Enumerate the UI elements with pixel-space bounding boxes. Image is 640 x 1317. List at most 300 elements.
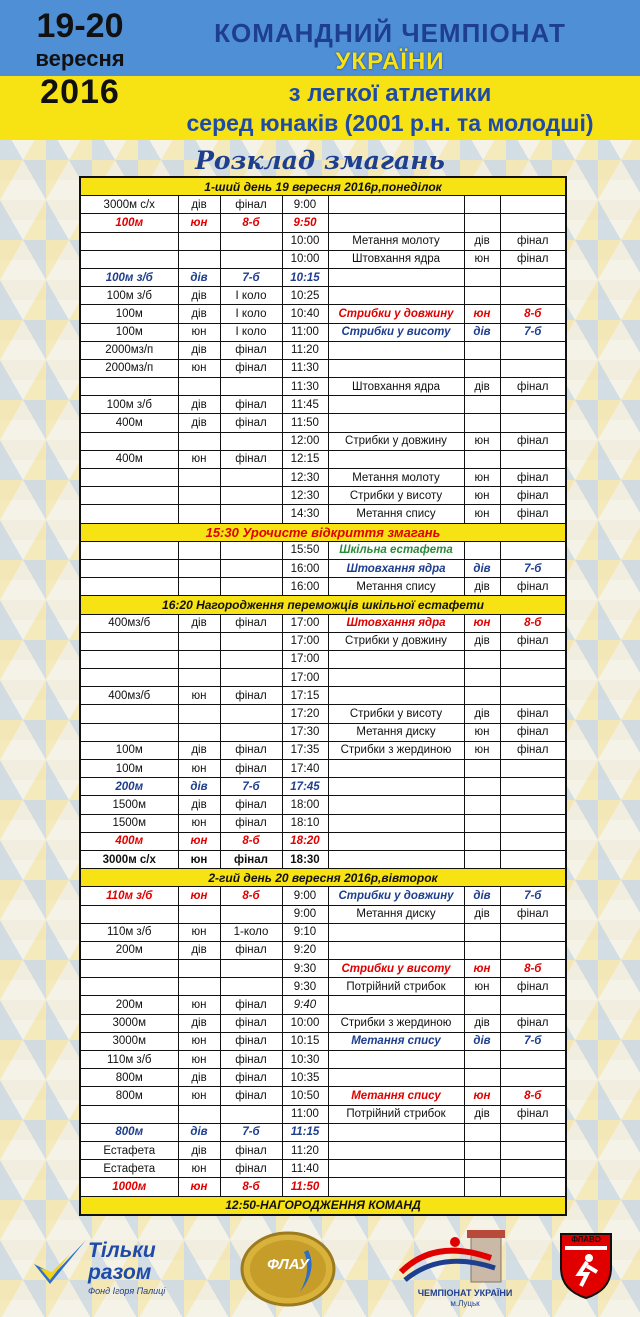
- schedule-row: [80, 996, 566, 1014]
- field-gender-cell: дів: [464, 232, 500, 250]
- field-round-cell: фінал: [500, 469, 566, 487]
- field-gender-cell: [464, 1141, 500, 1159]
- section-header-row: [80, 523, 566, 541]
- schedule-row: [80, 1051, 566, 1069]
- title-line-4: серед юнаків (2001 р.н. та молодші): [186, 110, 594, 136]
- field-gender-cell: [464, 287, 500, 305]
- field-event-cell: [328, 414, 464, 432]
- round-cell: фінал: [220, 1014, 282, 1032]
- date-month: вересня: [35, 46, 125, 71]
- field-gender-cell: [464, 359, 500, 377]
- field-round-cell: [500, 796, 566, 814]
- gender-cell: дів: [178, 778, 220, 796]
- gender-cell: [178, 505, 220, 523]
- schedule-row: [80, 359, 566, 377]
- round-cell: 7-б: [220, 268, 282, 286]
- schedule-row: [80, 1032, 566, 1050]
- event-cell: [80, 905, 178, 923]
- gender-cell: [178, 905, 220, 923]
- event-cell: [80, 469, 178, 487]
- field-round-cell: 8-б: [500, 614, 566, 632]
- field-event-cell: Стрибки у висоту: [328, 323, 464, 341]
- time-cell: 17:00: [282, 650, 328, 668]
- field-round-cell: 8-б: [500, 305, 566, 323]
- flavo-text: ФЛАВО: [571, 1235, 601, 1244]
- field-gender-cell: [464, 941, 500, 959]
- schedule-row: [80, 305, 566, 323]
- event-cell: Естафета: [80, 1141, 178, 1159]
- field-event-cell: [328, 941, 464, 959]
- gender-cell: [178, 541, 220, 559]
- field-event-cell: Метання диску: [328, 723, 464, 741]
- gender-cell: [178, 632, 220, 650]
- field-event-cell: [328, 341, 464, 359]
- event-cell: 100м: [80, 214, 178, 232]
- field-round-cell: фінал: [500, 378, 566, 396]
- field-gender-cell: дів: [464, 559, 500, 577]
- field-event-cell: Потрійний стрибок: [328, 1105, 464, 1123]
- round-cell: [220, 541, 282, 559]
- gender-cell: дів: [178, 396, 220, 414]
- round-cell: [220, 905, 282, 923]
- field-round-cell: [500, 541, 566, 559]
- field-round-cell: фінал: [500, 741, 566, 759]
- field-round-cell: [500, 687, 566, 705]
- event-cell: 110м з/б: [80, 923, 178, 941]
- event-cell: 200м: [80, 778, 178, 796]
- schedule-row: [80, 887, 566, 905]
- event-cell: Естафета: [80, 1160, 178, 1178]
- round-cell: [220, 232, 282, 250]
- event-cell: 3000м: [80, 1032, 178, 1050]
- gender-cell: [178, 723, 220, 741]
- event-cell: [80, 378, 178, 396]
- field-event-cell: Штовхання ядра: [328, 614, 464, 632]
- round-cell: [220, 505, 282, 523]
- time-cell: 11:30: [282, 359, 328, 377]
- time-cell: 11:30: [282, 378, 328, 396]
- field-round-cell: [500, 850, 566, 868]
- round-cell: фінал: [220, 1069, 282, 1087]
- schedule-row: [80, 669, 566, 687]
- field-gender-cell: юн: [464, 432, 500, 450]
- event-cell: 400м: [80, 832, 178, 850]
- time-cell: 11:00: [282, 1105, 328, 1123]
- time-cell: 17:00: [282, 614, 328, 632]
- flau-logo: [238, 1230, 338, 1308]
- time-cell: 14:30: [282, 505, 328, 523]
- event-cell: 100м з/б: [80, 287, 178, 305]
- field-gender-cell: [464, 778, 500, 796]
- gender-cell: дів: [178, 1069, 220, 1087]
- field-gender-cell: [464, 214, 500, 232]
- time-cell: 17:15: [282, 687, 328, 705]
- schedule-row: [80, 432, 566, 450]
- field-gender-cell: юн: [464, 614, 500, 632]
- gender-cell: дів: [178, 1141, 220, 1159]
- round-cell: [220, 632, 282, 650]
- field-round-cell: [500, 359, 566, 377]
- field-gender-cell: дів: [464, 323, 500, 341]
- round-cell: [220, 250, 282, 268]
- title-line-3: з легкої атлетики: [288, 80, 492, 107]
- round-cell: 8-б: [220, 1178, 282, 1196]
- field-round-cell: [500, 214, 566, 232]
- time-cell: 15:50: [282, 541, 328, 559]
- field-event-cell: Штовхання ядра: [328, 559, 464, 577]
- schedule-row: [80, 414, 566, 432]
- schedule-row: [80, 705, 566, 723]
- section-header: 16:20 Нагородження переможців шкільної естафети: [80, 596, 566, 614]
- field-event-cell: [328, 396, 464, 414]
- field-round-cell: [500, 450, 566, 468]
- field-event-cell: Потрійний стрибок: [328, 978, 464, 996]
- event-cell: [80, 559, 178, 577]
- round-cell: [220, 650, 282, 668]
- time-cell: 9:50: [282, 214, 328, 232]
- round-cell: фінал: [220, 687, 282, 705]
- round-cell: [220, 723, 282, 741]
- field-event-cell: [328, 287, 464, 305]
- event-cell: 200м: [80, 941, 178, 959]
- gender-cell: [178, 669, 220, 687]
- field-round-cell: [500, 1178, 566, 1196]
- schedule-row: [80, 396, 566, 414]
- field-round-cell: [500, 268, 566, 286]
- round-cell: фінал: [220, 196, 282, 214]
- field-round-cell: [500, 287, 566, 305]
- event-cell: 200м: [80, 996, 178, 1014]
- field-round-cell: фінал: [500, 1105, 566, 1123]
- schedule-row: [80, 1160, 566, 1178]
- field-round-cell: фінал: [500, 487, 566, 505]
- field-gender-cell: [464, 1051, 500, 1069]
- schedule-row: [80, 1105, 566, 1123]
- round-cell: фінал: [220, 1032, 282, 1050]
- field-gender-cell: дів: [464, 1014, 500, 1032]
- round-cell: фінал: [220, 614, 282, 632]
- time-cell: 9:10: [282, 923, 328, 941]
- field-event-cell: Стрибки з жердиною: [328, 741, 464, 759]
- schedule-row: [80, 505, 566, 523]
- gender-cell: юн: [178, 923, 220, 941]
- field-event-cell: Стрибки у висоту: [328, 487, 464, 505]
- schedule-row: [80, 378, 566, 396]
- field-event-cell: [328, 687, 464, 705]
- field-round-cell: 7-б: [500, 887, 566, 905]
- field-gender-cell: юн: [464, 978, 500, 996]
- gender-cell: юн: [178, 996, 220, 1014]
- field-event-cell: [328, 923, 464, 941]
- event-cell: 100м з/б: [80, 396, 178, 414]
- time-cell: 17:45: [282, 778, 328, 796]
- gender-cell: юн: [178, 450, 220, 468]
- schedule-row: [80, 1141, 566, 1159]
- round-cell: фінал: [220, 941, 282, 959]
- field-gender-cell: юн: [464, 723, 500, 741]
- round-cell: фінал: [220, 760, 282, 778]
- section-header: 12:50-НАГОРОДЖЕННЯ КОМАНД: [80, 1196, 566, 1215]
- event-cell: 1500м: [80, 796, 178, 814]
- gender-cell: дів: [178, 741, 220, 759]
- field-event-cell: Штовхання ядра: [328, 250, 464, 268]
- event-cell: [80, 960, 178, 978]
- field-round-cell: [500, 760, 566, 778]
- field-round-cell: [500, 1069, 566, 1087]
- section-header: 1-ший день 19 вересня 2016р,понеділок: [80, 177, 566, 196]
- field-round-cell: [500, 1141, 566, 1159]
- round-cell: [220, 978, 282, 996]
- championship-logo: [395, 1228, 535, 1312]
- round-cell: фінал: [220, 850, 282, 868]
- round-cell: [220, 487, 282, 505]
- gender-cell: дів: [178, 305, 220, 323]
- field-gender-cell: [464, 923, 500, 941]
- round-cell: фінал: [220, 1051, 282, 1069]
- gender-cell: юн: [178, 1178, 220, 1196]
- schedule-row: [80, 541, 566, 559]
- round-cell: [220, 960, 282, 978]
- field-gender-cell: [464, 414, 500, 432]
- time-cell: 11:45: [282, 396, 328, 414]
- event-cell: [80, 723, 178, 741]
- time-cell: 17:35: [282, 741, 328, 759]
- field-gender-cell: [464, 669, 500, 687]
- field-event-cell: [328, 1160, 464, 1178]
- event-cell: 3000м: [80, 1014, 178, 1032]
- field-gender-cell: [464, 650, 500, 668]
- field-round-cell: 7-б: [500, 1032, 566, 1050]
- field-event-cell: [328, 832, 464, 850]
- field-gender-cell: юн: [464, 960, 500, 978]
- gender-cell: дів: [178, 796, 220, 814]
- field-event-cell: Метання молоту: [328, 232, 464, 250]
- field-event-cell: Метання спису: [328, 1087, 464, 1105]
- time-cell: 12:30: [282, 469, 328, 487]
- field-round-cell: фінал: [500, 978, 566, 996]
- round-cell: [220, 669, 282, 687]
- time-cell: 10:00: [282, 250, 328, 268]
- field-gender-cell: [464, 1178, 500, 1196]
- round-cell: І коло: [220, 287, 282, 305]
- field-gender-cell: [464, 268, 500, 286]
- schedule-row: [80, 978, 566, 996]
- round-cell: І коло: [220, 323, 282, 341]
- field-event-cell: [328, 196, 464, 214]
- field-event-cell: [328, 850, 464, 868]
- time-cell: 17:00: [282, 632, 328, 650]
- field-round-cell: [500, 778, 566, 796]
- field-gender-cell: [464, 396, 500, 414]
- field-gender-cell: [464, 832, 500, 850]
- event-cell: 100м: [80, 305, 178, 323]
- field-event-cell: Метання диску: [328, 905, 464, 923]
- field-event-cell: [328, 669, 464, 687]
- field-event-cell: [328, 1069, 464, 1087]
- field-event-cell: Стрибки у висоту: [328, 705, 464, 723]
- time-cell: 10:50: [282, 1087, 328, 1105]
- round-cell: [220, 1105, 282, 1123]
- gender-cell: [178, 978, 220, 996]
- field-gender-cell: [464, 196, 500, 214]
- field-round-cell: [500, 814, 566, 832]
- field-event-cell: [328, 996, 464, 1014]
- schedule-title: Розклад змагань: [195, 146, 445, 175]
- time-cell: 18:10: [282, 814, 328, 832]
- gender-cell: [178, 469, 220, 487]
- round-cell: 8-б: [220, 214, 282, 232]
- event-cell: [80, 705, 178, 723]
- schedule-row: [80, 450, 566, 468]
- schedule-row: [80, 796, 566, 814]
- schedule-row: [80, 341, 566, 359]
- field-event-cell: Стрибки у довжину: [328, 432, 464, 450]
- round-cell: [220, 432, 282, 450]
- field-gender-cell: [464, 1160, 500, 1178]
- gender-cell: юн: [178, 814, 220, 832]
- round-cell: фінал: [220, 414, 282, 432]
- event-cell: 800м: [80, 1087, 178, 1105]
- field-gender-cell: [464, 996, 500, 1014]
- flau-text: ФЛАУ: [267, 1256, 309, 1273]
- gender-cell: юн: [178, 887, 220, 905]
- section-header: 15:30 Урочисте відкриття змагань: [80, 523, 566, 541]
- field-gender-cell: [464, 850, 500, 868]
- gender-cell: юн: [178, 359, 220, 377]
- schedule-row: [80, 850, 566, 868]
- schedule-row: [80, 941, 566, 959]
- field-gender-cell: [464, 796, 500, 814]
- round-cell: фінал: [220, 341, 282, 359]
- field-event-cell: Шкільна естафета: [328, 541, 464, 559]
- event-cell: [80, 250, 178, 268]
- field-event-cell: Метання спису: [328, 1032, 464, 1050]
- round-cell: [220, 705, 282, 723]
- tilky-razom-logo: [30, 1234, 190, 1304]
- event-cell: 1500м: [80, 814, 178, 832]
- field-round-cell: фінал: [500, 232, 566, 250]
- time-cell: 11:50: [282, 414, 328, 432]
- section-header-row: [80, 1196, 566, 1215]
- event-cell: 400м: [80, 414, 178, 432]
- event-cell: [80, 650, 178, 668]
- event-cell: 800м: [80, 1123, 178, 1141]
- event-cell: 100м: [80, 323, 178, 341]
- schedule-row: [80, 778, 566, 796]
- time-cell: 9:30: [282, 960, 328, 978]
- field-event-cell: Стрибки з жердиною: [328, 1014, 464, 1032]
- gender-cell: [178, 232, 220, 250]
- date-block: [6, 6, 154, 134]
- gender-cell: дів: [178, 414, 220, 432]
- gender-cell: юн: [178, 760, 220, 778]
- field-round-cell: фінал: [500, 578, 566, 596]
- field-gender-cell: дів: [464, 378, 500, 396]
- schedule-row: [80, 268, 566, 286]
- field-event-cell: [328, 814, 464, 832]
- section-header-row: [80, 596, 566, 614]
- gender-cell: [178, 705, 220, 723]
- event-cell: [80, 541, 178, 559]
- field-event-cell: [328, 1123, 464, 1141]
- time-cell: 11:50: [282, 1178, 328, 1196]
- field-round-cell: [500, 832, 566, 850]
- championship-city: м.Луцьк: [450, 1299, 480, 1308]
- schedule-row: [80, 1178, 566, 1196]
- time-cell: 10:40: [282, 305, 328, 323]
- field-gender-cell: [464, 1123, 500, 1141]
- round-cell: 1-коло: [220, 923, 282, 941]
- field-round-cell: [500, 669, 566, 687]
- section-header-row: [80, 177, 566, 196]
- time-cell: 11:20: [282, 1141, 328, 1159]
- round-cell: 8-б: [220, 832, 282, 850]
- time-cell: 11:20: [282, 341, 328, 359]
- field-gender-cell: юн: [464, 305, 500, 323]
- event-cell: 100м: [80, 760, 178, 778]
- event-cell: 1000м: [80, 1178, 178, 1196]
- schedule-row: [80, 1087, 566, 1105]
- field-gender-cell: [464, 1069, 500, 1087]
- round-cell: [220, 559, 282, 577]
- round-cell: фінал: [220, 996, 282, 1014]
- field-round-cell: фінал: [500, 505, 566, 523]
- field-gender-cell: юн: [464, 1087, 500, 1105]
- field-event-cell: [328, 796, 464, 814]
- footer-logos: [0, 1224, 640, 1317]
- gender-cell: дів: [178, 287, 220, 305]
- gender-cell: [178, 650, 220, 668]
- time-cell: 9:00: [282, 905, 328, 923]
- gender-cell: юн: [178, 832, 220, 850]
- gender-cell: дів: [178, 941, 220, 959]
- event-cell: 3000м с/х: [80, 850, 178, 868]
- schedule-row: [80, 214, 566, 232]
- title-line-1: КОМАНДНИЙ ЧЕМПІОНАТ: [214, 18, 566, 48]
- event-cell: 110м з/б: [80, 887, 178, 905]
- gender-cell: дів: [178, 196, 220, 214]
- field-gender-cell: дів: [464, 905, 500, 923]
- schedule-row: [80, 832, 566, 850]
- field-gender-cell: юн: [464, 741, 500, 759]
- event-cell: [80, 1105, 178, 1123]
- field-round-cell: [500, 996, 566, 1014]
- time-cell: 11:15: [282, 1123, 328, 1141]
- event-cell: [80, 632, 178, 650]
- time-cell: 12:15: [282, 450, 328, 468]
- header-banner: [0, 0, 640, 145]
- round-cell: фінал: [220, 359, 282, 377]
- field-round-cell: [500, 396, 566, 414]
- field-round-cell: 8-б: [500, 960, 566, 978]
- field-round-cell: фінал: [500, 1014, 566, 1032]
- time-cell: 10:35: [282, 1069, 328, 1087]
- field-gender-cell: дів: [464, 632, 500, 650]
- field-gender-cell: [464, 760, 500, 778]
- schedule-row: [80, 469, 566, 487]
- field-gender-cell: [464, 541, 500, 559]
- schedule-row: [80, 323, 566, 341]
- schedule-row: [80, 614, 566, 632]
- schedule-row: [80, 741, 566, 759]
- schedule-table: [79, 176, 567, 1216]
- field-round-cell: [500, 941, 566, 959]
- schedule-row: [80, 1069, 566, 1087]
- castle-runner-icon: [395, 1228, 535, 1288]
- time-cell: 18:30: [282, 850, 328, 868]
- gender-cell: [178, 378, 220, 396]
- field-event-cell: Стрибки у довжину: [328, 887, 464, 905]
